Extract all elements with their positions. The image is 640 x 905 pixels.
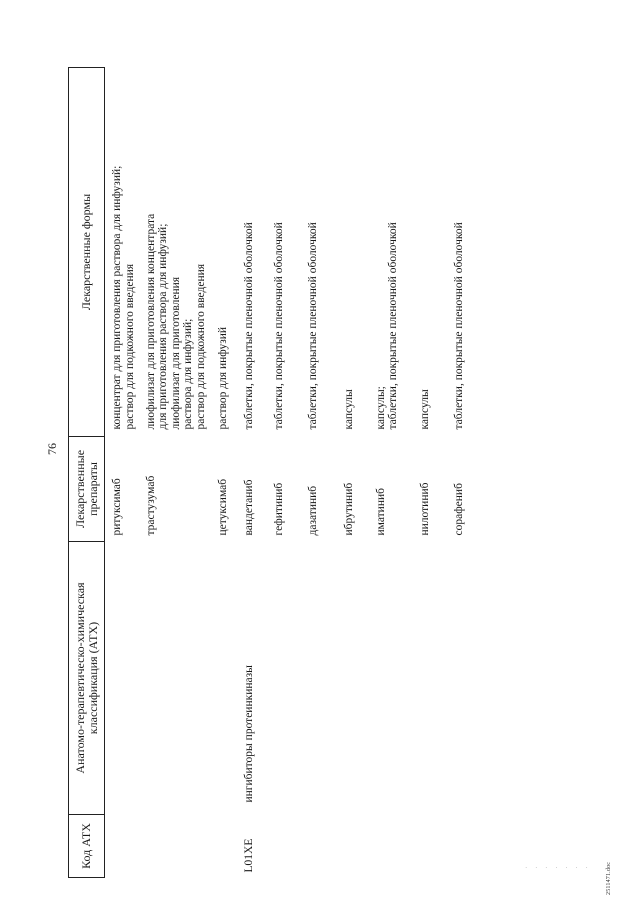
table-row xyxy=(273,68,307,878)
form-line: раствора для инфузий; xyxy=(182,318,194,430)
cell-class xyxy=(273,542,307,815)
page-number: 76 xyxy=(45,443,59,455)
form-line: для приготовления раствора для инфузий; xyxy=(157,223,169,430)
cell-drug: трастузумаб xyxy=(144,475,157,536)
cell-code xyxy=(273,815,307,878)
table-row xyxy=(307,68,343,878)
cell-class xyxy=(217,542,243,815)
table-row xyxy=(453,68,483,878)
form-line: таблетки, покрытые пленочной оболочкой xyxy=(306,222,319,430)
cell-forms xyxy=(419,68,453,437)
cell-code xyxy=(343,815,375,878)
form-line: лиофилизат для приготовления концентрата xyxy=(144,213,157,430)
form-line: лиофилизат для приготовления xyxy=(169,276,182,430)
cell-drug: дазатиниб xyxy=(306,485,319,536)
cell-forms xyxy=(307,68,343,437)
cell-drug: вандетаниб xyxy=(242,479,255,536)
drug-table-rotated xyxy=(68,68,604,878)
cell-drug: нилотиниб xyxy=(418,482,431,536)
form-line: раствор для инфузий xyxy=(216,326,229,430)
cell-forms xyxy=(453,68,483,437)
form-line: капсулы xyxy=(342,389,355,430)
cell-forms xyxy=(273,68,307,437)
cell-class xyxy=(343,542,375,815)
cell-forms xyxy=(375,68,419,437)
table-row xyxy=(243,68,273,878)
header-class: Анатомо-терапевтическо-химическая классификация (АТХ) xyxy=(69,542,105,815)
form-line: капсулы; xyxy=(374,386,387,430)
cell-drug: ибрутиниб xyxy=(342,482,355,536)
cell-drug: иматиниб xyxy=(374,488,387,536)
header-forms: Лекарственные формы xyxy=(69,68,105,437)
cell-forms xyxy=(105,68,145,437)
cell-code xyxy=(419,815,453,878)
cell-drug: цетуксимаб xyxy=(216,478,229,536)
cell-class xyxy=(307,542,343,815)
table-row xyxy=(419,68,453,878)
cell-class xyxy=(453,542,483,815)
form-line: таблетки, покрытые пленочной оболочкой xyxy=(452,222,465,430)
table-row xyxy=(343,68,375,878)
form-line: раствор для подкожного введения xyxy=(194,263,207,430)
cell-forms xyxy=(243,68,273,437)
cell-class xyxy=(105,542,145,815)
cell-code xyxy=(453,815,483,878)
header-code: Код АТХ xyxy=(69,815,105,878)
cell-class xyxy=(145,542,217,815)
form-line: капсулы xyxy=(418,389,431,430)
cell-code xyxy=(375,815,419,878)
form-line: таблетки, покрытые пленочной оболочкой xyxy=(387,222,399,430)
cell-forms xyxy=(217,68,243,437)
cell-code xyxy=(105,815,145,878)
table-body xyxy=(105,68,483,878)
cell-forms xyxy=(343,68,375,437)
cell-class: ингибиторы протеинкиназы xyxy=(242,665,255,803)
cell-code xyxy=(145,815,217,878)
table-header-row xyxy=(69,68,105,878)
cell-drug: ритуксимаб xyxy=(111,478,123,536)
table-row xyxy=(145,68,217,878)
cell-code xyxy=(307,815,343,878)
cell-class xyxy=(375,542,419,815)
form-line: концентрат для приготовления раствора для инфузий; xyxy=(111,165,123,430)
cell-code: L01XE xyxy=(242,838,255,873)
table-row xyxy=(105,68,145,878)
form-line: таблетки, покрытые пленочной оболочкой xyxy=(242,222,255,430)
table-row xyxy=(375,68,419,878)
table-row xyxy=(217,68,243,878)
form-line: таблетки, покрытые пленочной оболочкой xyxy=(272,222,285,430)
cell-drug: сорафениб xyxy=(452,483,465,536)
header-drugs: Лекарственные препараты xyxy=(69,437,105,542)
drug-table xyxy=(68,67,483,878)
form-line: раствор для подкожного введения xyxy=(123,263,136,430)
cell-code xyxy=(217,815,243,878)
cell-forms xyxy=(145,68,217,437)
cell-class xyxy=(419,542,453,815)
scan-artifact: · · · · · · · xyxy=(525,864,591,872)
document-id: 2511471.doc xyxy=(606,861,612,895)
cell-drug: гефитиниб xyxy=(272,482,285,536)
